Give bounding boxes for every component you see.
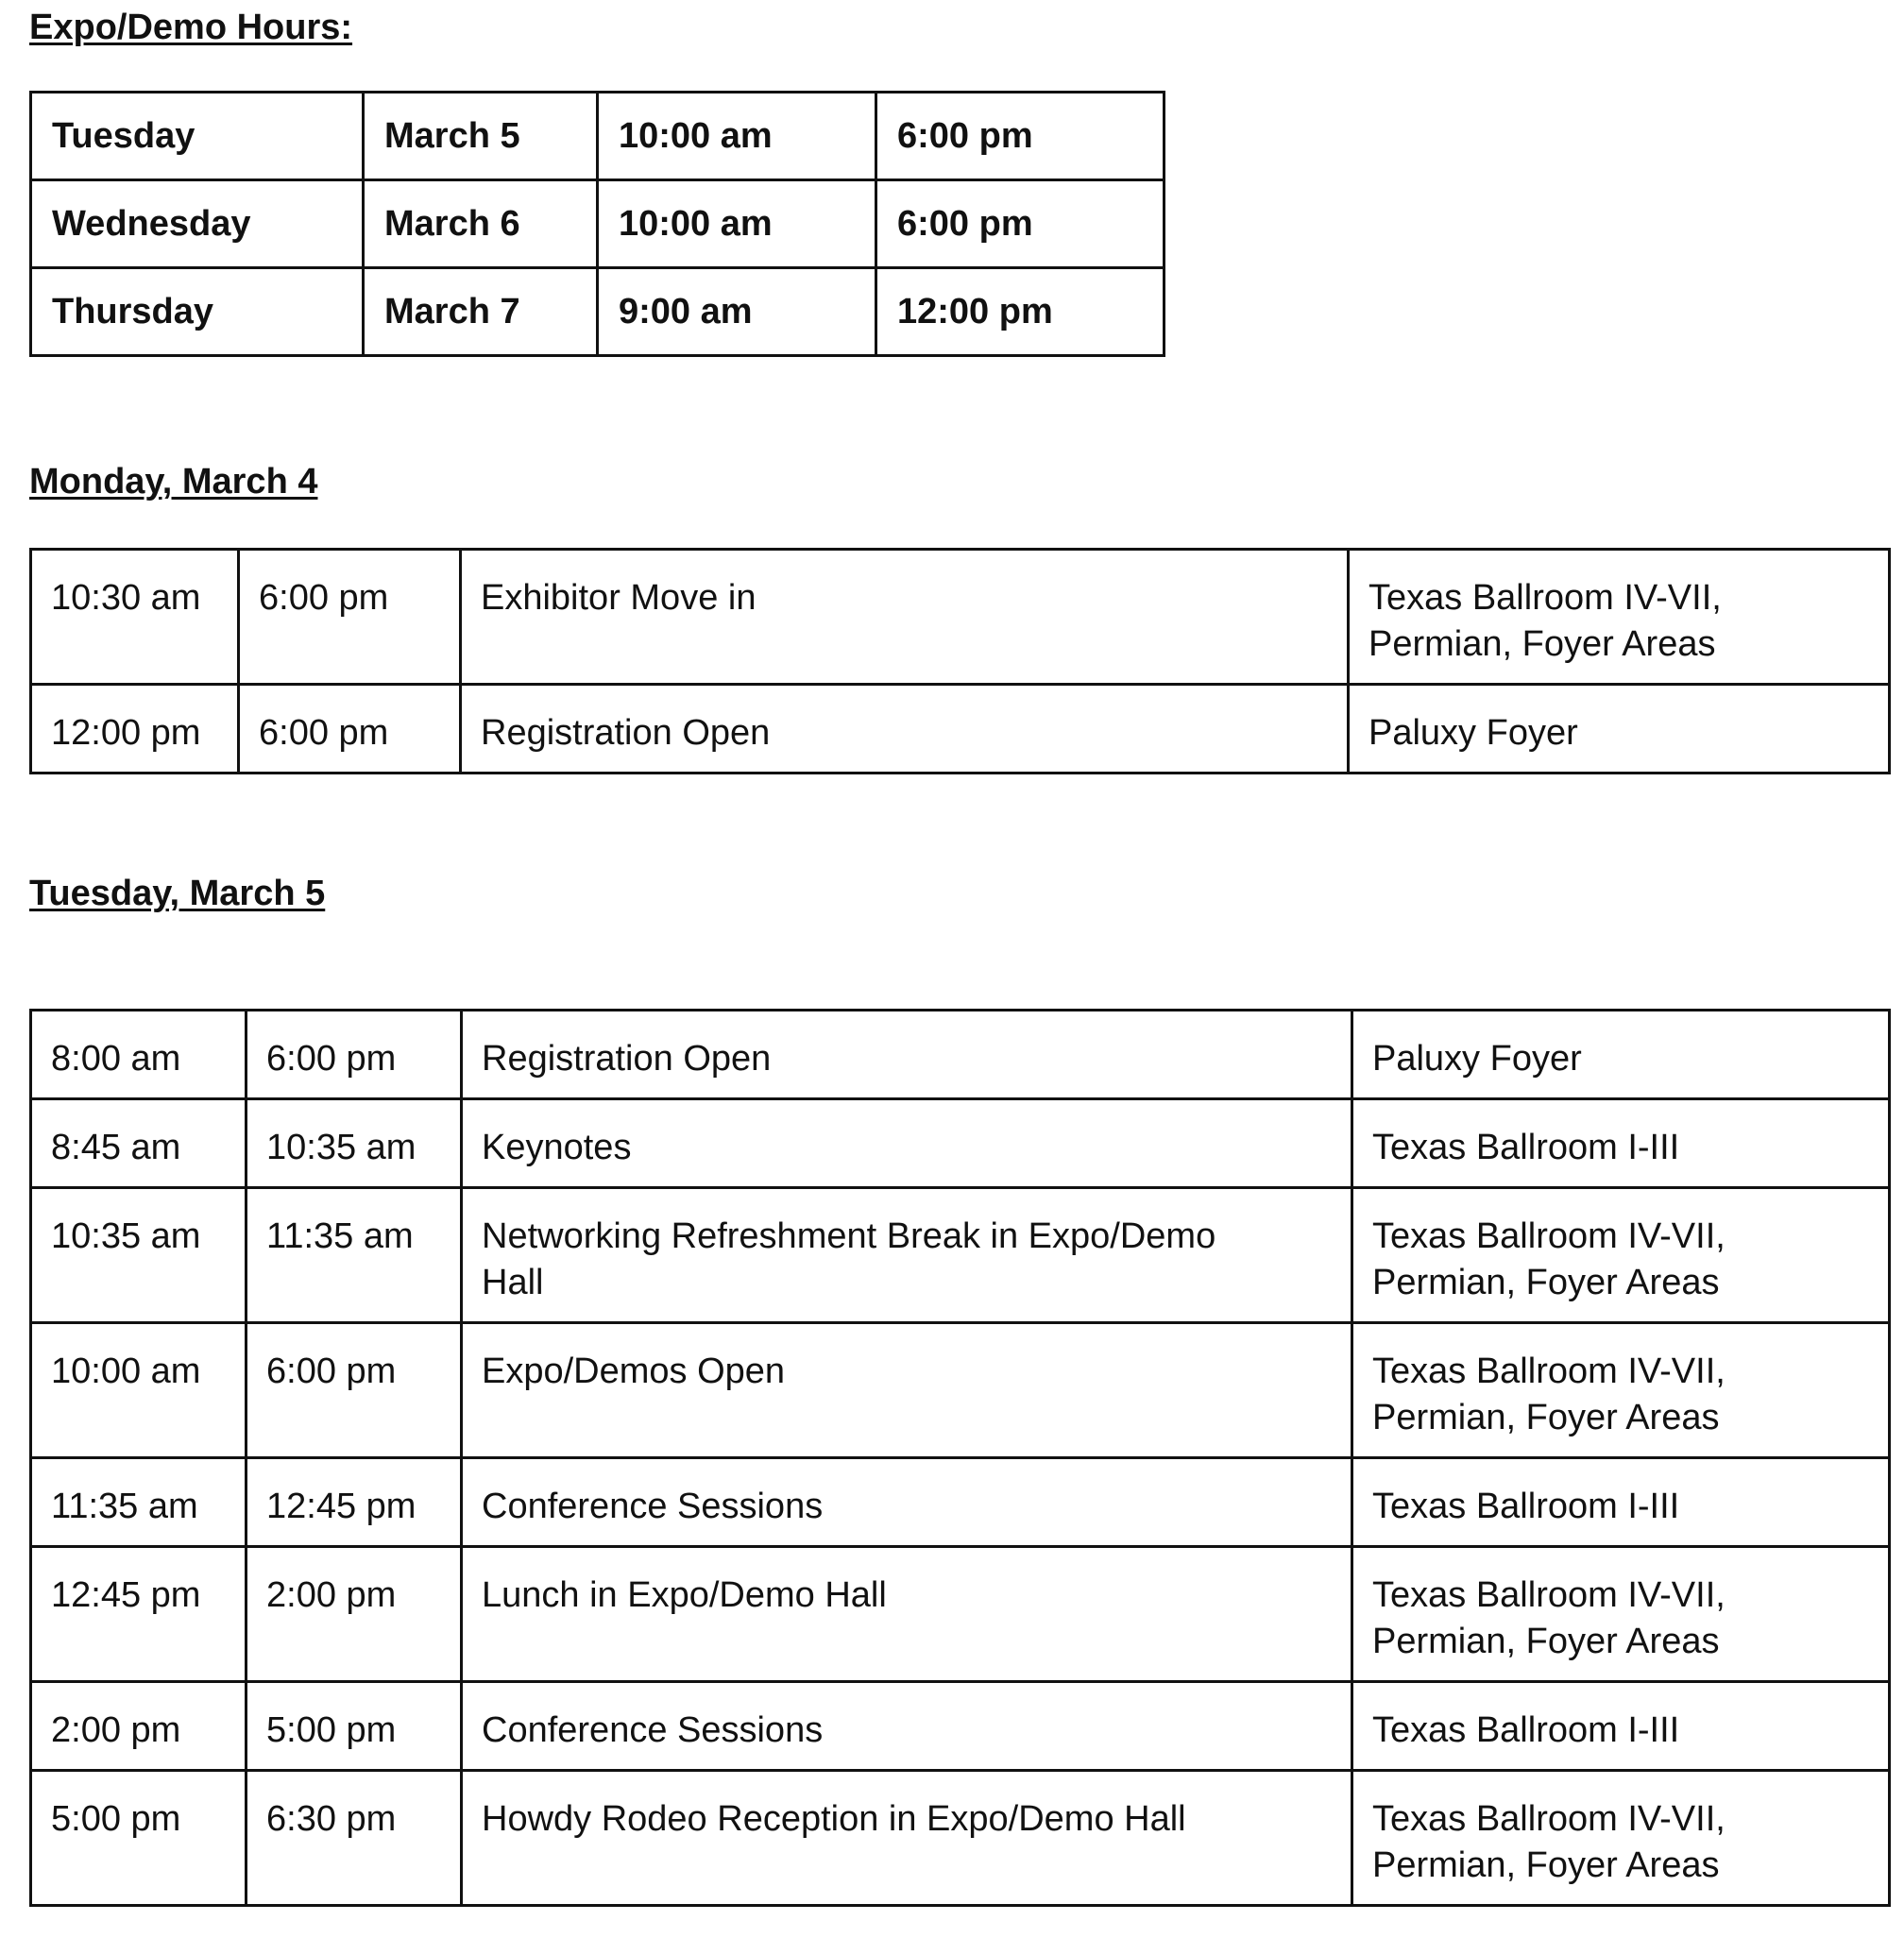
location-line: Permian, Foyer Areas xyxy=(1372,1845,1720,1885)
location-line: Permian, Foyer Areas xyxy=(1372,1622,1720,1661)
event-cell xyxy=(462,1011,1352,1099)
schedule-row xyxy=(31,1011,1890,1099)
event-line: Keynotes xyxy=(482,1128,632,1167)
expo-day: Wednesday xyxy=(31,180,364,268)
start-time-cell: 8:00 am xyxy=(31,1011,246,1099)
schedule-row xyxy=(31,1323,1890,1458)
location-line: Paluxy Foyer xyxy=(1372,1039,1582,1079)
start-time-cell: 8:45 am xyxy=(31,1099,246,1188)
location-cell xyxy=(1352,1323,1890,1458)
location-cell xyxy=(1352,1682,1890,1771)
location-cell xyxy=(1352,1547,1890,1682)
location-line: Texas Ballroom I-III xyxy=(1372,1487,1680,1526)
event-cell xyxy=(462,1547,1352,1682)
expo-hours-row xyxy=(31,93,1164,180)
location-line: Texas Ballroom I-III xyxy=(1372,1710,1680,1750)
event-cell xyxy=(462,1323,1352,1458)
event-line: Lunch in Expo/Demo Hall xyxy=(482,1575,887,1615)
end-time-cell: 5:00 pm xyxy=(246,1682,462,1771)
end-time-cell: 12:45 pm xyxy=(246,1458,462,1547)
event-line: Conference Sessions xyxy=(482,1487,824,1526)
start-time-cell: 5:00 pm xyxy=(31,1771,246,1906)
event-cell xyxy=(461,550,1349,685)
start-time-cell: 12:00 pm xyxy=(31,685,239,774)
location-line: Texas Ballroom IV-VII, xyxy=(1372,1216,1726,1256)
location-line: Texas Ballroom IV-VII, xyxy=(1368,578,1722,618)
location-line: Texas Ballroom IV-VII, xyxy=(1372,1575,1726,1615)
event-line: Expo/Demos Open xyxy=(482,1352,786,1391)
schedule-row xyxy=(31,1458,1890,1547)
end-time-cell: 6:00 pm xyxy=(246,1323,462,1458)
schedule-row xyxy=(31,1771,1890,1906)
start-time-cell: 2:00 pm xyxy=(31,1682,246,1771)
event-cell xyxy=(462,1682,1352,1771)
location-cell xyxy=(1352,1011,1890,1099)
expo-end-time: 6:00 pm xyxy=(876,93,1164,180)
expo-hours-row xyxy=(31,180,1164,268)
event-line: Networking Refreshment Break in Expo/Demo xyxy=(482,1216,1216,1256)
location-cell xyxy=(1349,685,1890,774)
end-time-cell: 6:00 pm xyxy=(239,550,461,685)
location-line: Permian, Foyer Areas xyxy=(1372,1263,1720,1302)
event-line: Hall xyxy=(482,1263,544,1302)
location-line: Texas Ballroom IV-VII, xyxy=(1372,1799,1726,1839)
end-time-cell: 10:35 am xyxy=(246,1099,462,1188)
event-line: Howdy Rodeo Reception in Expo/Demo Hall xyxy=(482,1799,1186,1839)
expo-hours-heading: Expo/Demo Hours: xyxy=(29,8,353,47)
location-line: Texas Ballroom IV-VII, xyxy=(1372,1352,1726,1391)
schedule-row xyxy=(31,1682,1890,1771)
location-line: Paluxy Foyer xyxy=(1368,713,1578,753)
expo-end-time: 6:00 pm xyxy=(876,180,1164,268)
expo-start-time: 10:00 am xyxy=(598,180,876,268)
expo-end-time: 12:00 pm xyxy=(876,268,1164,356)
tuesday-schedule-table xyxy=(29,1009,1891,1907)
end-time-cell: 11:35 am xyxy=(246,1188,462,1323)
event-line: Registration Open xyxy=(482,1039,772,1079)
expo-hours-table xyxy=(29,91,1165,357)
event-line: Registration Open xyxy=(481,713,771,753)
schedule-row xyxy=(31,1547,1890,1682)
start-time-cell: 10:30 am xyxy=(31,550,239,685)
schedule-row xyxy=(31,685,1890,774)
start-time-cell: 10:35 am xyxy=(31,1188,246,1323)
location-cell xyxy=(1352,1771,1890,1906)
event-cell xyxy=(462,1188,1352,1323)
schedule-row xyxy=(31,1099,1890,1188)
start-time-cell: 10:00 am xyxy=(31,1323,246,1458)
expo-date: March 5 xyxy=(364,93,598,180)
end-time-cell: 2:00 pm xyxy=(246,1547,462,1682)
start-time-cell: 11:35 am xyxy=(31,1458,246,1547)
location-line: Permian, Foyer Areas xyxy=(1372,1398,1720,1437)
event-cell xyxy=(462,1099,1352,1188)
location-cell xyxy=(1352,1458,1890,1547)
expo-start-time: 10:00 am xyxy=(598,93,876,180)
expo-date: March 6 xyxy=(364,180,598,268)
event-line: Exhibitor Move in xyxy=(481,578,756,618)
event-cell xyxy=(462,1771,1352,1906)
location-line: Permian, Foyer Areas xyxy=(1368,624,1716,664)
end-time-cell: 6:30 pm xyxy=(246,1771,462,1906)
location-cell xyxy=(1352,1099,1890,1188)
event-line: Conference Sessions xyxy=(482,1710,824,1750)
expo-start-time: 9:00 am xyxy=(598,268,876,356)
location-line: Texas Ballroom I-III xyxy=(1372,1128,1680,1167)
end-time-cell: 6:00 pm xyxy=(239,685,461,774)
location-cell xyxy=(1352,1188,1890,1323)
start-time-cell: 12:45 pm xyxy=(31,1547,246,1682)
schedule-row xyxy=(31,550,1890,685)
monday-heading: Monday, March 4 xyxy=(29,462,318,502)
expo-hours-row xyxy=(31,268,1164,356)
expo-date: March 7 xyxy=(364,268,598,356)
event-cell xyxy=(461,685,1349,774)
location-cell xyxy=(1349,550,1890,685)
end-time-cell: 6:00 pm xyxy=(246,1011,462,1099)
monday-schedule-table xyxy=(29,548,1891,774)
tuesday-heading: Tuesday, March 5 xyxy=(29,874,326,913)
schedule-row xyxy=(31,1188,1890,1323)
expo-day: Tuesday xyxy=(31,93,364,180)
event-cell xyxy=(462,1458,1352,1547)
expo-day: Thursday xyxy=(31,268,364,356)
